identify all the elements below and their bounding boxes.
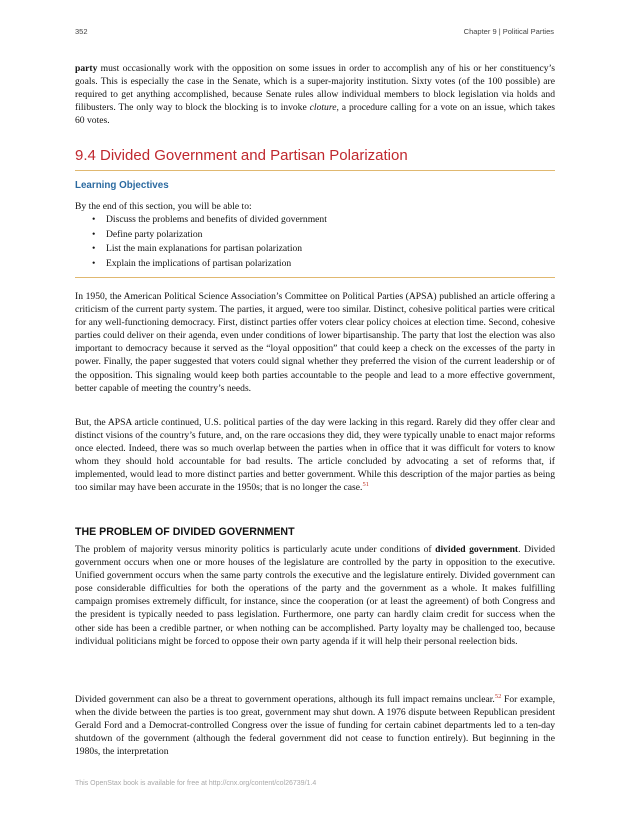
intro-paragraph xyxy=(75,62,555,127)
term-cloture: cloture xyxy=(309,102,337,114)
list-item: • Explain the implications of partisan polarization xyxy=(92,257,552,272)
divided-2-text-b: For example, when the divide between the parties is too great, government may shut down. A 1976 dispute between Republican president Gerald Ford and a Democrat-controlled Congress over the issue of funding for certain cabinet departments led to a ten-day shutdown of the government (although the federal government did not cease to function entirely). But beginning in the 1980s, the interpretation xyxy=(75,694,555,758)
running-header: Chapter 9 | Political Parties xyxy=(463,27,554,36)
page-footer: This OpenStax book is available for free at http://cnx.org/content/col26739/1.4 xyxy=(75,780,317,787)
term-party: party xyxy=(75,63,98,74)
divided-text-b: . Divided government occurs when one or more houses of the legislature are controlled by the party in opposition to the executive. Unified government occurs when the same party controls the executive and the legislature entirely. Divided government can pose considerable difficulties for both the operations of the party and the government as a whole. It makes fulfilling campaign promises extremely difficult, for instance, since the cooperation (or at least the agreement) of both Congress and the president is typically needed to pass legislation. Furthermore, one party can hardly claim credit for success when the other side has been a credible partner, or when nothing can be accomplished. Party loyalty may be challenged too, because individual politicians might be forced to oppose their own party agenda if it will help their personal reelection bids. xyxy=(75,544,555,647)
objectives-rule xyxy=(75,277,555,278)
divided-paragraph-1 xyxy=(75,543,555,648)
divided-text-a: The problem of majority versus minority politics is particularly acute under conditions of xyxy=(75,544,436,555)
apsa-paragraph-2 xyxy=(75,416,555,495)
intro-text-2: , a procedure calling for a vote on an issue, which takes 60 votes. xyxy=(75,102,555,127)
learning-objectives-title: Learning Objectives xyxy=(75,180,169,191)
page-number: 352 xyxy=(75,27,88,36)
term-divided-government: divided government xyxy=(435,544,519,555)
divided-paragraph-2 xyxy=(75,693,555,758)
learning-objectives-intro: By the end of this section, you will be able to: xyxy=(75,201,252,212)
list-item: • Define party polarization xyxy=(92,228,552,243)
divided-2-text-a: Divided government can also be a threat to government operations, although its full impact remains unclear. xyxy=(75,694,495,705)
intro-text-1: must occasionally work with the opposition on some issues in order to accomplish any of his or her constituency’s goals. This is especially the case in the Senate, which is a super-majority institution. Sixty votes (of the 100 possible) are required to get anything accomplished, because Senate rules allow individual members to block legislation via holds and filibusters. The only way to block the blocking is to invoke xyxy=(75,63,555,114)
subsection-heading: THE PROBLEM OF DIVIDED GOVERNMENT xyxy=(75,526,295,538)
section-rule xyxy=(75,170,555,171)
apsa-paragraph-2-text: But, the APSA article continued, U.S. political parties of the day were lacking in this regard. Rarely did they offer clear and distinct visions of the country’s future, and, on the rare occasions they did, they were typically unable to enact major reforms once elected. Indeed, there was so much overlap between the parties when in office that it was difficult for voters to know whom they should hold accountable for bad results. The article concluded by advocating a set of reforms that, if implemented, would lead to more distinct parties and better government. While this description of the major parties as being too similar may have been accurate in the 1950s; that is no longer the case. xyxy=(75,417,555,494)
footnote-link-51[interactable]: 51 xyxy=(362,481,369,489)
section-title: 9.4 Divided Government and Partisan Polarization xyxy=(75,147,408,164)
list-item: • List the main explanations for partisan polarization xyxy=(92,242,552,257)
list-item: • Discuss the problems and benefits of divided government xyxy=(92,213,552,228)
learning-objectives-list xyxy=(92,213,552,271)
footnote-link-52[interactable]: 52 xyxy=(494,692,502,700)
apsa-paragraph-1: In 1950, the American Political Science Association’s Committee on Political Parties (APSA) published an article offering a criticism of the current party system. The parties, it argued, were too similar. Distinct, cohesive political parties were critical for any well-functioning democracy. First, distinct parties offer voters clear policy choices at election time. Second, cohesive parties could deliver on their agenda, even under conditions of lower bipartisanship. The party that lost the election was also important to democracy because it served as the “loyal opposition” that could keep a check on the excesses of the party in power. Finally, the paper suggested that voters could signal whether they preferred the vision of the current leadership or of the opposition. This signaling would keep both parties accountable to the people and lead to a more effective government, better capable of meeting the country’s needs. xyxy=(75,291,555,394)
